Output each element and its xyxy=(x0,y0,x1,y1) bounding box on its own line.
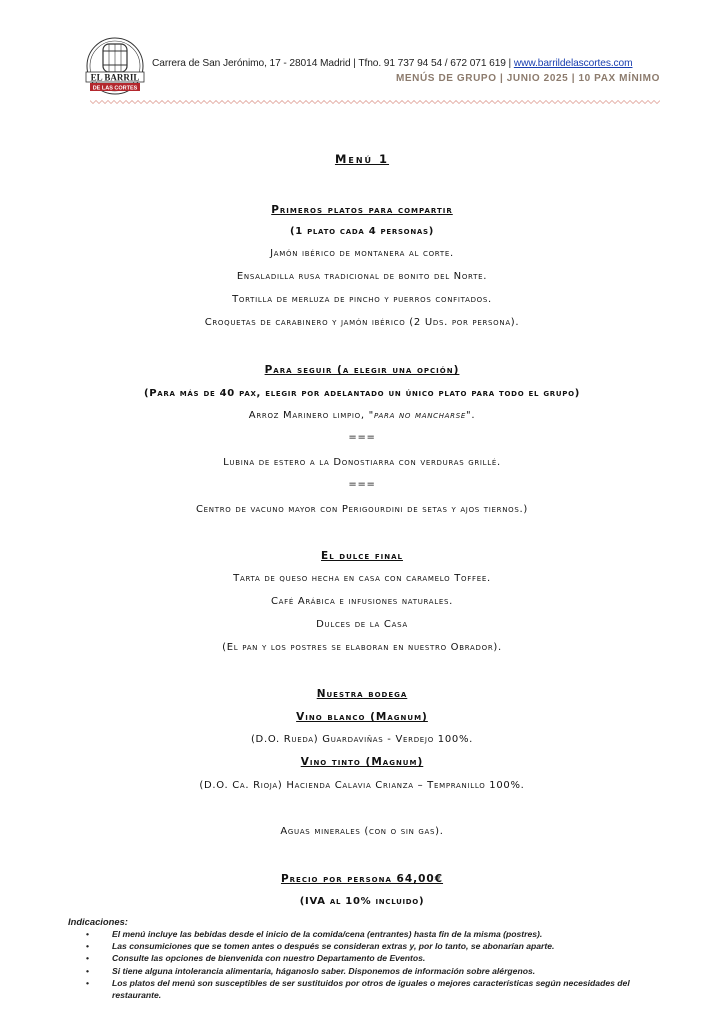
indication-item xyxy=(86,952,666,964)
wine-title: Nuestra bodega xyxy=(316,688,408,700)
starter-item: Jamón ibérico de montanera al corte. xyxy=(270,248,454,259)
indication-item xyxy=(86,977,666,1001)
logo-text-bottom: DE LAS CORTES xyxy=(92,85,138,92)
indication-item xyxy=(86,965,666,977)
indication-text: El menú incluye las bebidas desde el inicio de la comida/cena (entrantes) hasta fin de la misma (postres). xyxy=(112,929,543,939)
starters-title: Primeros platos para compartir xyxy=(271,204,453,216)
restaurant-logo xyxy=(84,36,146,96)
logo-text-top: EL BARRIL xyxy=(90,72,140,83)
indication-item xyxy=(86,940,666,952)
separator: === xyxy=(348,479,376,490)
dessert-item: Dulces de la Casa xyxy=(316,619,408,630)
indications-heading: Indicaciones: xyxy=(68,916,128,927)
white-wine-title: Vino blanco (Magnum) xyxy=(296,711,428,723)
price: Precio por persona 64,00€ xyxy=(280,873,444,885)
red-wine-title: Vino tinto (Magnum) xyxy=(300,756,424,768)
white-wine: (D.O. Rueda) Guardaviñas - Verdejo 100%. xyxy=(250,734,474,745)
main-item-italic: para no mancharse xyxy=(373,410,467,421)
indication-text: Los platos del menú son susceptibles de ser sustituidos por otros de iguales o mejores características según necesidades del restaurante. xyxy=(112,977,630,1001)
dessert-item: Tarta de queso hecha en casa con caramelo Toffee. xyxy=(233,573,491,584)
indication-text: Si tiene alguna intolerancia alimentaria, háganoslo saber. Disponemos de información sobre alérgenos. xyxy=(112,965,536,976)
main-item: Centro de vacuno mayor con Perigourdini de setas y ajos tiernos.) xyxy=(195,504,529,515)
starter-item: Tortilla de merluza de pincho y puerros confitados. xyxy=(232,294,492,305)
starter-item: Croquetas de carabinero y jamón ibérico (2 Uds. por persona). xyxy=(204,317,520,328)
header-divider xyxy=(90,100,660,104)
starter-item: Ensaladilla rusa tradicional de bonito del Norte. xyxy=(236,271,488,282)
indications-list xyxy=(86,928,666,1001)
mains-title: Para seguir (a elegir una opción) xyxy=(264,364,460,376)
red-wine: (D.O. Ca. Rioja) Hacienda Calavia Crianza – Tempranillo 100%. xyxy=(199,780,525,791)
bullet-icon: • xyxy=(86,977,90,988)
indication-item xyxy=(86,928,666,940)
starters-subtitle: (1 plato cada 4 personas) xyxy=(289,226,435,237)
water-item: Aguas minerales (con o sin gas). xyxy=(280,826,444,837)
mains-subtitle: (Para más de 40 pax, elegir por adelantado un único plato para todo el grupo) xyxy=(143,388,581,399)
bullet-icon: • xyxy=(86,929,90,939)
contact-address: Carrera de San Jerónimo, 17 - 28014 Madrid | Tfno. 91 737 94 54 / 672 071 619 | xyxy=(152,58,514,69)
menu-title: Menú 1 xyxy=(334,152,390,166)
price-note: (IVA al 10% incluido) xyxy=(299,896,425,907)
dessert-title: El dulce final xyxy=(321,550,403,562)
bullet-icon: • xyxy=(86,941,90,952)
indication-text: Consulte las opciones de bienvenida con nuestro Departamento de Eventos. xyxy=(112,953,426,964)
main-item: Lubina de estero a la Donostiarra con verduras grillé. xyxy=(223,457,501,468)
menu-subtitle: MENÚS DE GRUPO | JUNIO 2025 | 10 PAX MÍNIMO xyxy=(395,73,660,84)
main-item-text: Arroz Marinero limpio, " xyxy=(248,410,374,421)
bullet-icon: • xyxy=(86,965,90,976)
dessert-item: Café Arábica e infusiones naturales. xyxy=(270,596,454,607)
website-link[interactable]: www.barrildelascortes.com xyxy=(513,58,633,69)
main-item-text-end: ". xyxy=(466,410,476,421)
indication-text: Las consumiciones que se tomen antes o después se consideran extras y, por lo tanto, se abonarían aparte. xyxy=(112,941,555,952)
dessert-note: (El pan y los postres se elaboran en nuestro Obrador). xyxy=(222,642,502,653)
bullet-icon: • xyxy=(86,953,90,964)
main-item xyxy=(0,410,724,421)
separator: === xyxy=(348,432,376,443)
contact-line xyxy=(152,58,662,69)
